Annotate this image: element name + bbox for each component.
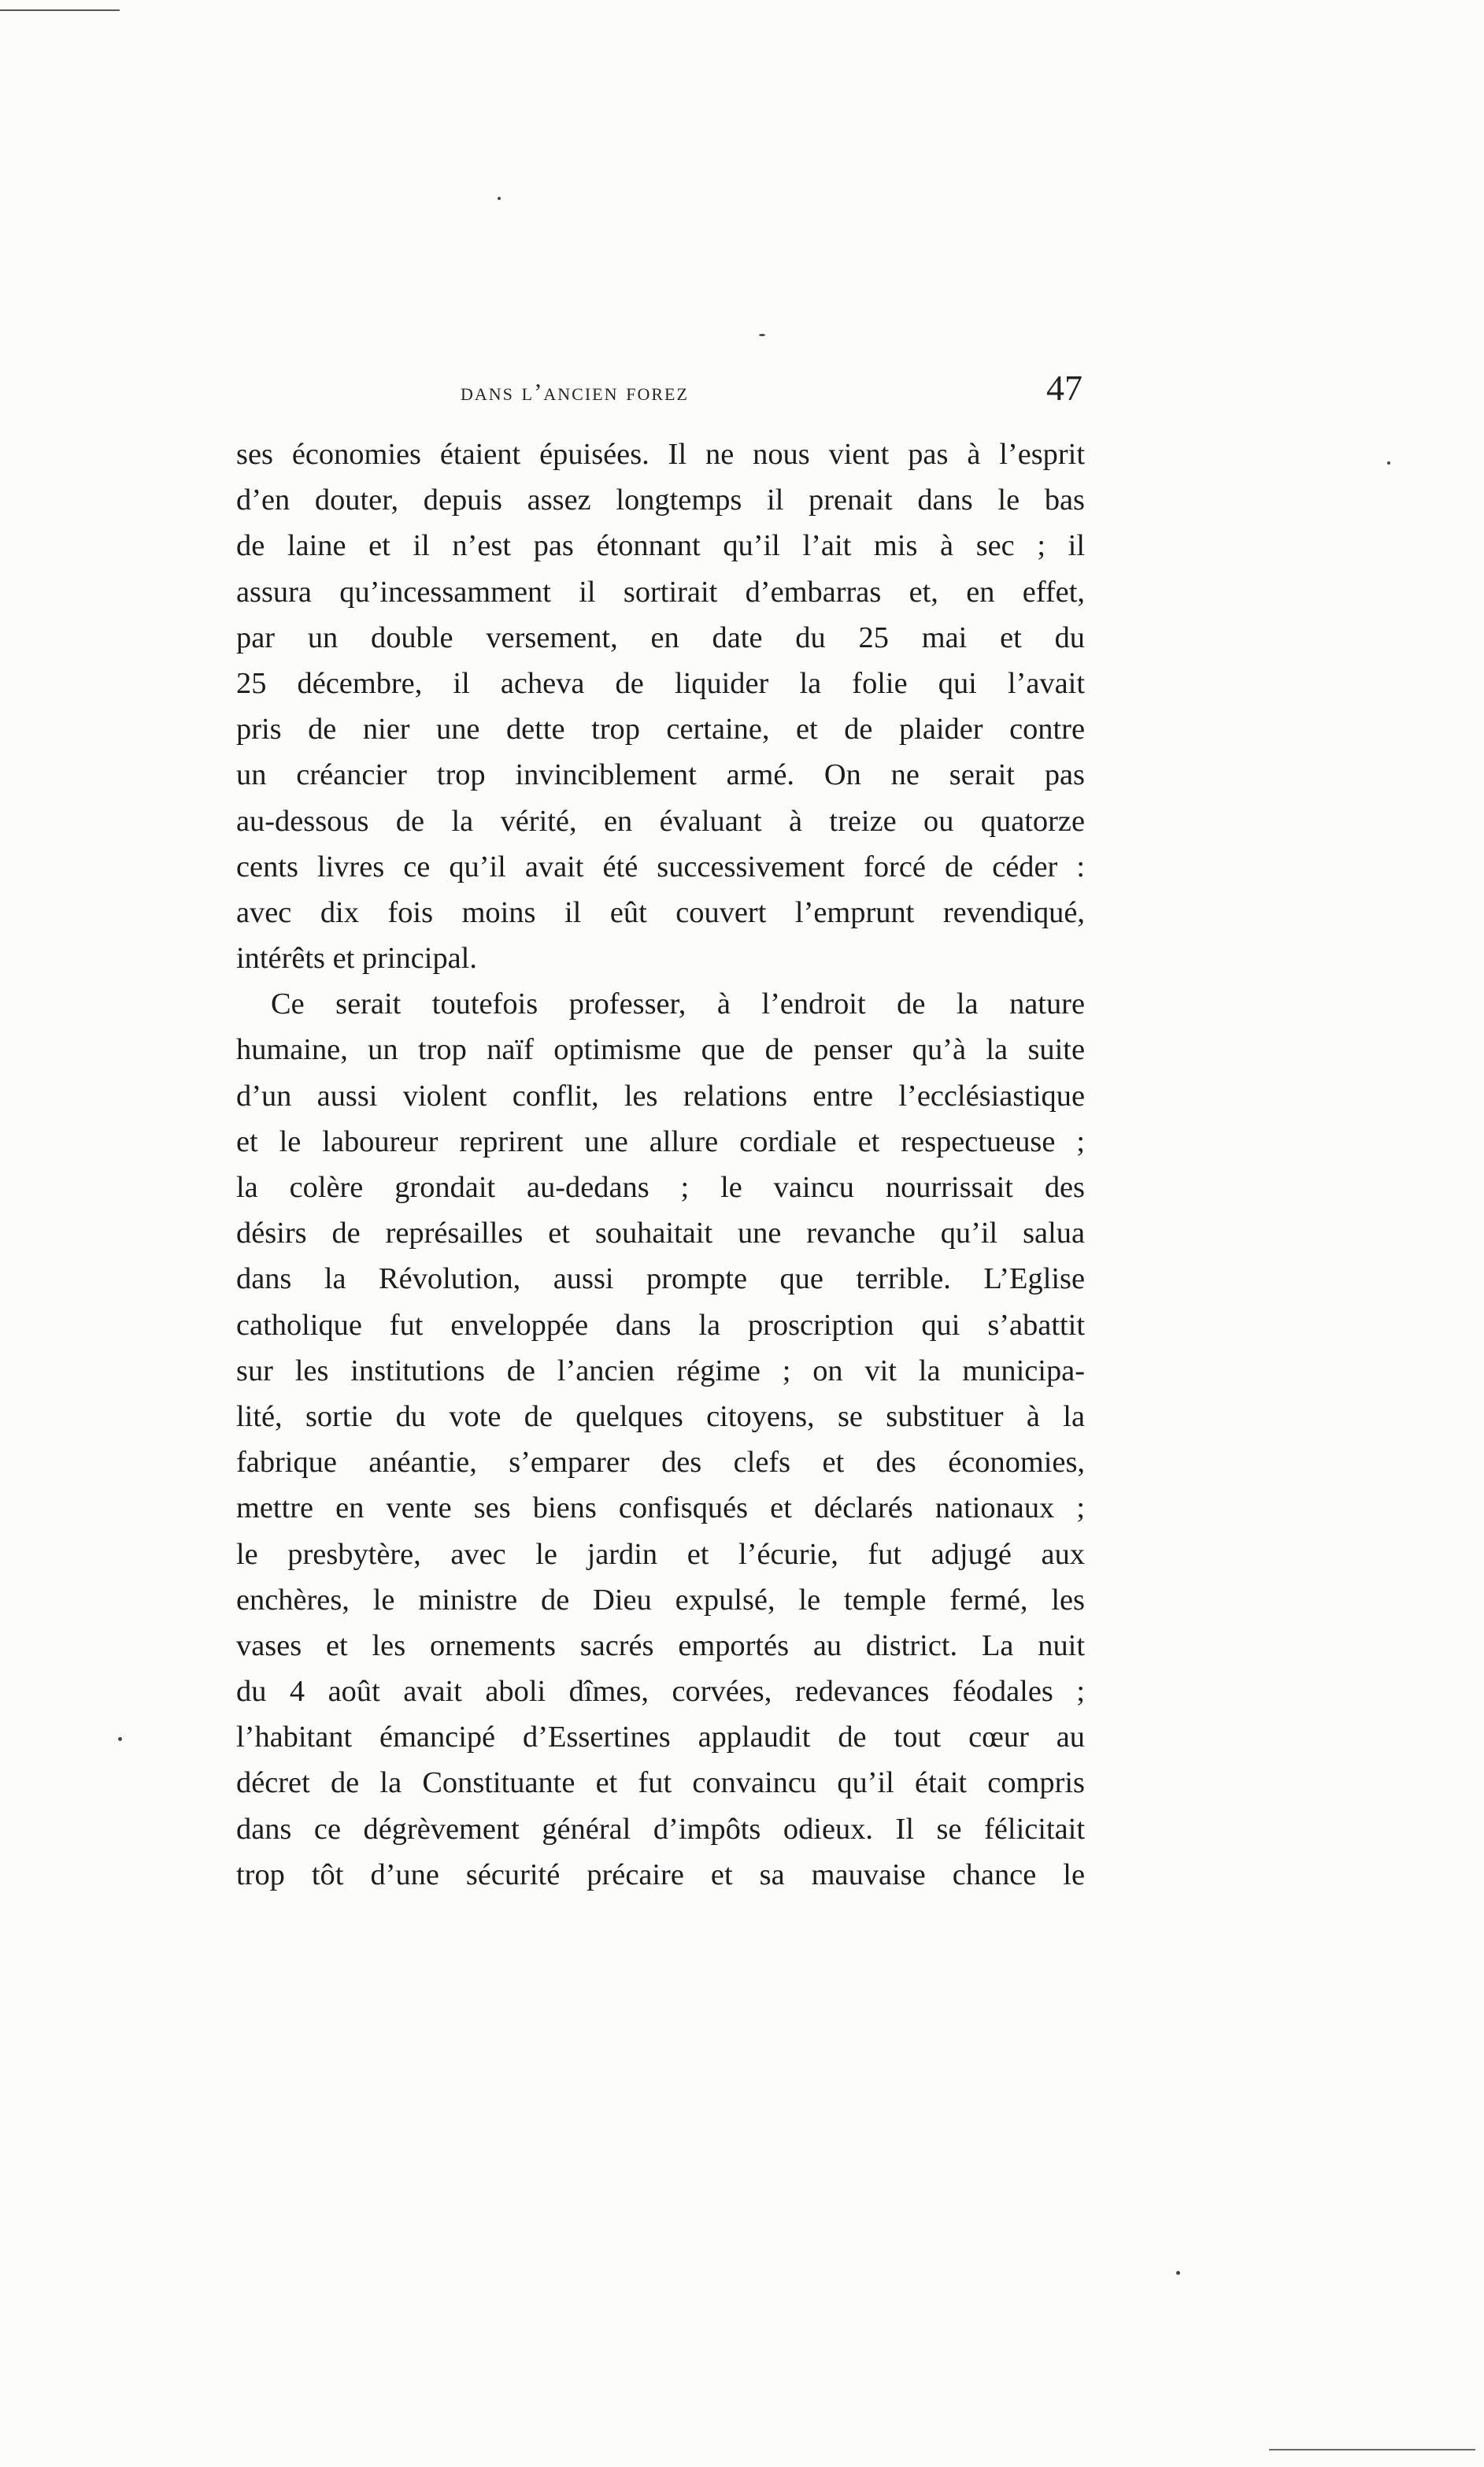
text-line: la colère grondait au-dedans ; le vaincu nourrissait des xyxy=(236,1171,1085,1204)
text-line: lité, sortie du vote de quelques citoyens, se substituer à la xyxy=(236,1399,1085,1433)
text-line: et le laboureur reprirent une allure cordiale et respectueuse ; xyxy=(236,1124,1085,1158)
text-line: avec dix fois moins il eût couvert l’emprunt revendiqué, xyxy=(236,895,1085,929)
scan-edge-rule-bottom xyxy=(1269,2449,1475,2450)
paragraph xyxy=(236,981,1085,1898)
text-line: le presbytère, avec le jardin et l’écurie, fut adjugé aux xyxy=(236,1537,1085,1571)
text-line: fabrique anéantie, s’emparer des clefs et des économies, xyxy=(236,1446,1085,1480)
scan-speck xyxy=(498,197,501,200)
text-line: ses économies étaient épuisées. Il ne nous vient pas à l’esprit xyxy=(236,438,1085,471)
text-line: décret de la Constituante et fut convaincu qu’il était compris xyxy=(236,1766,1085,1800)
text-line: un créancier trop invinciblement armé. On ne serait pas xyxy=(236,758,1085,792)
text-line: mettre en vente ses biens confisqués et déclarés nationaux ; xyxy=(236,1491,1085,1525)
running-head xyxy=(236,365,1090,420)
scan-speck xyxy=(1176,2271,1180,2275)
text-line: sur les institutions de l’ancien régime ; on vit la municipa- xyxy=(236,1354,1085,1387)
text-line: enchères, le ministre de Dieu expulsé, le temple fermé, les xyxy=(236,1583,1085,1617)
text-line: catholique fut enveloppée dans la proscription qui s’abattit xyxy=(236,1308,1085,1342)
text-line: d’un aussi violent conflit, les relations entre l’ecclésiastique xyxy=(236,1079,1085,1113)
text-line: assura qu’incessamment il sortirait d’embarras et, en effet, xyxy=(236,575,1085,609)
scan-edge-rule-top xyxy=(0,9,120,11)
text-line: dans ce dégrèvement général d’impôts odieux. Il se félicitait xyxy=(236,1812,1085,1846)
scan-speck xyxy=(1387,461,1390,465)
text-line: vases et les ornements sacrés emportés au district. La nuit xyxy=(236,1628,1085,1662)
text-line: par un double versement, en date du 25 mai et du xyxy=(236,620,1085,654)
text-line: d’en douter, depuis assez longtemps il prenait dans le bas xyxy=(236,483,1085,517)
text-line: pris de nier une dette trop certaine, et de plaider contre xyxy=(236,713,1085,746)
scan-speck xyxy=(118,1737,122,1741)
text-line: de laine et il n’est pas étonnant qu’il l’ait mis à sec ; il xyxy=(236,529,1085,563)
text-line: trop tôt d’une sécurité précaire et sa mauvaise chance le xyxy=(236,1858,1085,1891)
text-line: 25 décembre, il acheva de liquider la folie qui l’avait xyxy=(236,666,1085,700)
text-line: l’habitant émancipé d’Essertines applaudit de tout cœur au xyxy=(236,1721,1085,1754)
text-line: dans la Révolution, aussi prompte que terrible. L’Eglise xyxy=(236,1262,1085,1296)
text-line: humaine, un trop naïf optimisme que de penser qu’à la suite xyxy=(236,1033,1085,1067)
text-line: au-dessous de la vérité, en évaluant à treize ou quatorze xyxy=(236,804,1085,838)
text-line: désirs de représailles et souhaitait une revanche qu’il salua xyxy=(236,1217,1085,1250)
page-number: 47 xyxy=(1046,368,1082,408)
running-title: dans l’ancien forez xyxy=(461,378,689,406)
body-text xyxy=(236,432,1085,1898)
text-line: du 4 août avait aboli dîmes, corvées, redevances féodales ; xyxy=(236,1675,1085,1709)
paragraph xyxy=(236,432,1085,981)
text-line: intérêts et principal. xyxy=(236,942,477,976)
scan-speck xyxy=(759,334,765,336)
text-line: cents livres ce qu’il avait été successivement forcé de céder : xyxy=(236,850,1085,883)
text-line: Ce serait toutefois professer, à l’endroit de la nature xyxy=(271,987,1085,1021)
